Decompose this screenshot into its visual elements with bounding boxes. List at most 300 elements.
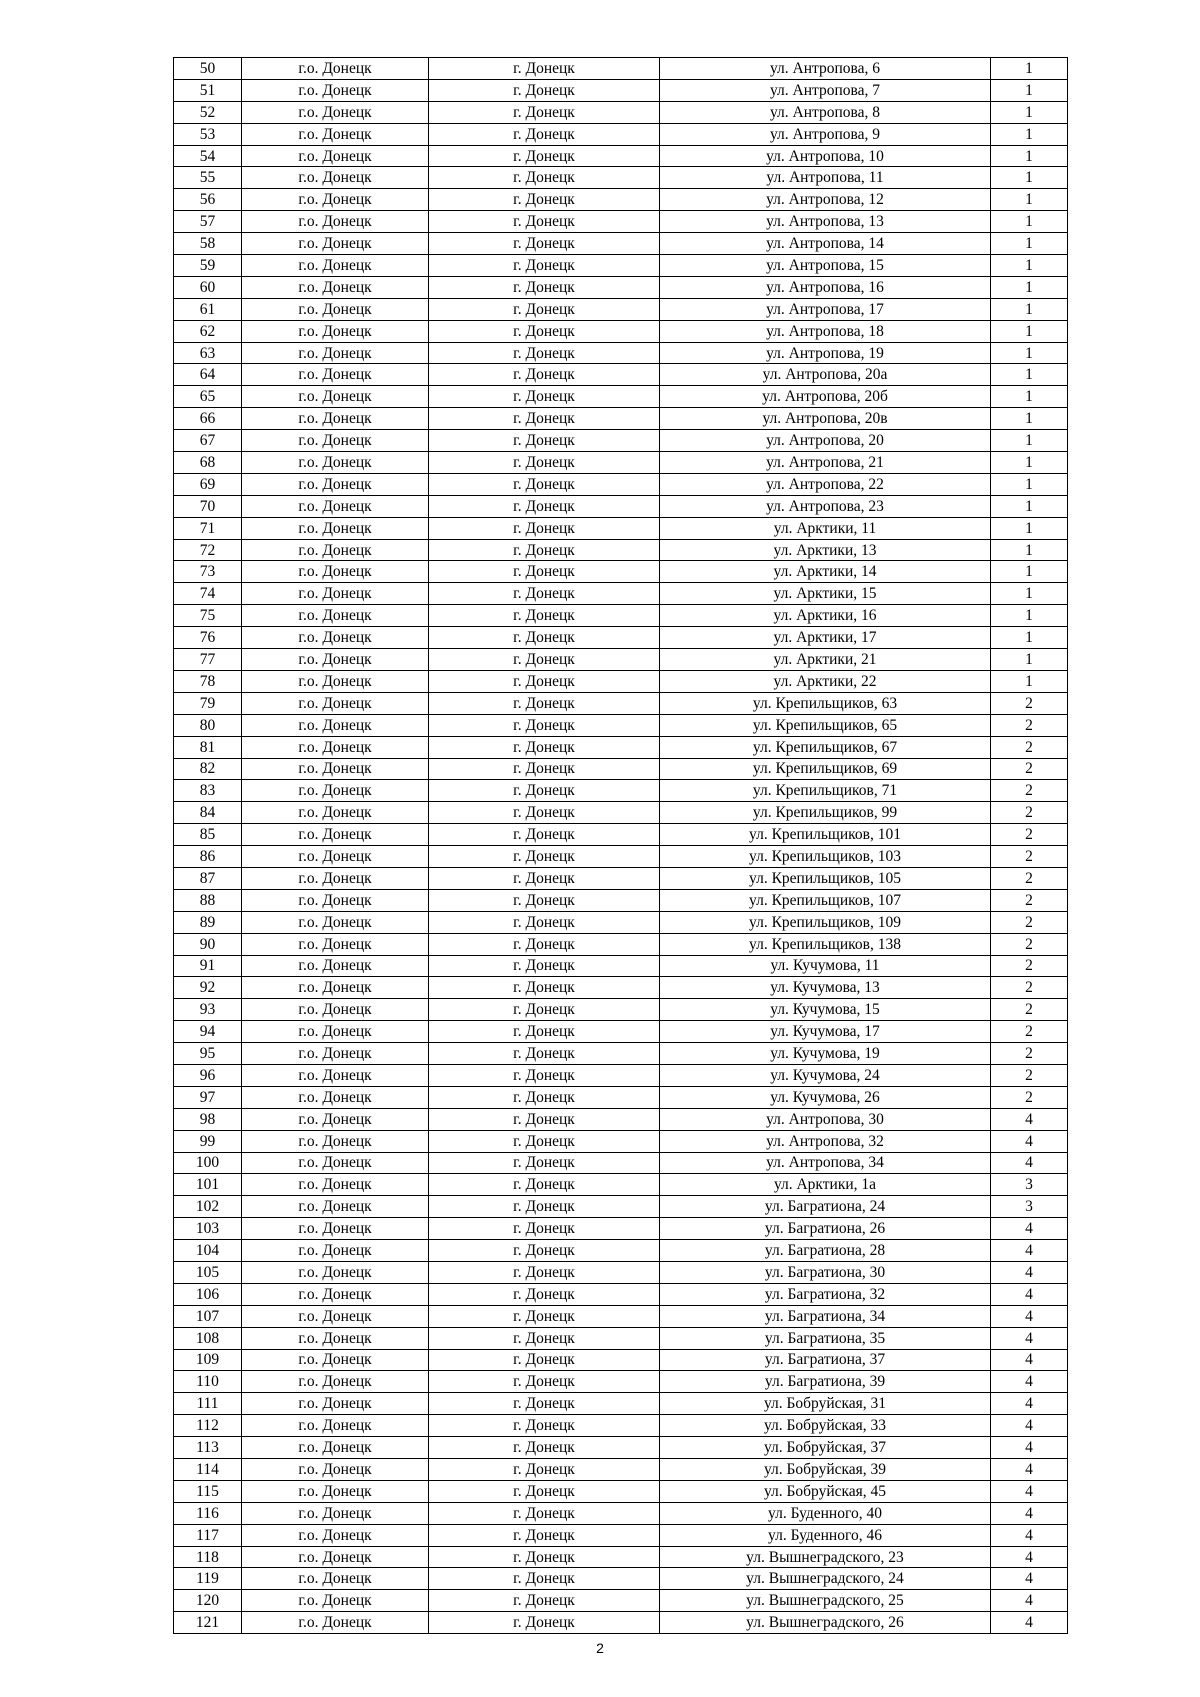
row-number-cell: 104 (174, 1240, 242, 1262)
city-cell: г. Донецк (429, 1568, 660, 1590)
table-row (174, 824, 1068, 846)
value-cell: 1 (991, 123, 1068, 145)
table-row (174, 627, 1068, 649)
city-cell: г. Донецк (429, 123, 660, 145)
row-number-cell: 78 (174, 670, 242, 692)
value-cell: 1 (991, 342, 1068, 364)
table-row (174, 999, 1068, 1021)
address-cell: ул. Кучумова, 15 (660, 999, 991, 1021)
address-cell: ул. Антропова, 18 (660, 320, 991, 342)
district-cell: г.о. Донецк (242, 233, 429, 255)
table-row (174, 58, 1068, 80)
district-cell: г.о. Донецк (242, 408, 429, 430)
table-row (174, 101, 1068, 123)
district-cell: г.о. Донецк (242, 1568, 429, 1590)
row-number-cell: 62 (174, 320, 242, 342)
address-cell: ул. Крепильщиков, 105 (660, 867, 991, 889)
row-number-cell: 97 (174, 1086, 242, 1108)
city-cell: г. Донецк (429, 79, 660, 101)
value-cell: 1 (991, 583, 1068, 605)
table-row (174, 1327, 1068, 1349)
district-cell: г.о. Донецк (242, 1459, 429, 1481)
value-cell: 1 (991, 364, 1068, 386)
district-cell: г.о. Донецк (242, 495, 429, 517)
table-row (174, 605, 1068, 627)
table-row (174, 495, 1068, 517)
address-cell: ул. Крепильщиков, 101 (660, 824, 991, 846)
address-cell: ул. Кучумова, 13 (660, 977, 991, 999)
row-number-cell: 74 (174, 583, 242, 605)
city-cell: г. Донецк (429, 1459, 660, 1481)
row-number-cell: 82 (174, 758, 242, 780)
value-cell: 1 (991, 561, 1068, 583)
district-cell: г.о. Донецк (242, 189, 429, 211)
value-cell: 4 (991, 1393, 1068, 1415)
table-row (174, 1240, 1068, 1262)
table-row (174, 233, 1068, 255)
district-cell: г.о. Донецк (242, 255, 429, 277)
value-cell: 1 (991, 189, 1068, 211)
district-cell: г.о. Донецк (242, 123, 429, 145)
table-row (174, 1108, 1068, 1130)
city-cell: г. Донецк (429, 605, 660, 627)
city-cell: г. Донецк (429, 1283, 660, 1305)
row-number-cell: 113 (174, 1437, 242, 1459)
value-cell: 2 (991, 780, 1068, 802)
district-cell: г.о. Донецк (242, 627, 429, 649)
city-cell: г. Донецк (429, 889, 660, 911)
district-cell: г.о. Донецк (242, 167, 429, 189)
district-cell: г.о. Донецк (242, 320, 429, 342)
address-cell: ул. Бобруйская, 33 (660, 1415, 991, 1437)
row-number-cell: 90 (174, 933, 242, 955)
value-cell: 4 (991, 1546, 1068, 1568)
address-cell: ул. Антропова, 19 (660, 342, 991, 364)
district-cell: г.о. Донецк (242, 473, 429, 495)
row-number-cell: 120 (174, 1590, 242, 1612)
table-row (174, 298, 1068, 320)
district-cell: г.о. Донецк (242, 1349, 429, 1371)
table-row (174, 1459, 1068, 1481)
row-number-cell: 92 (174, 977, 242, 999)
district-cell: г.о. Донецк (242, 780, 429, 802)
district-cell: г.о. Донецк (242, 999, 429, 1021)
value-cell: 4 (991, 1415, 1068, 1437)
district-cell: г.о. Донецк (242, 1305, 429, 1327)
address-cell: ул. Антропова, 14 (660, 233, 991, 255)
value-cell: 4 (991, 1480, 1068, 1502)
table-row (174, 955, 1068, 977)
address-cell: ул. Кучумова, 24 (660, 1064, 991, 1086)
value-cell: 1 (991, 473, 1068, 495)
address-cell: ул. Крепильщиков, 63 (660, 692, 991, 714)
city-cell: г. Донецк (429, 364, 660, 386)
city-cell: г. Донецк (429, 58, 660, 80)
value-cell: 1 (991, 320, 1068, 342)
district-cell: г.о. Донецк (242, 867, 429, 889)
row-number-cell: 115 (174, 1480, 242, 1502)
address-cell: ул. Антропова, 30 (660, 1108, 991, 1130)
row-number-cell: 53 (174, 123, 242, 145)
address-cell: ул. Арктики, 11 (660, 517, 991, 539)
table-row (174, 1568, 1068, 1590)
address-cell: ул. Буденного, 46 (660, 1524, 991, 1546)
value-cell: 4 (991, 1240, 1068, 1262)
city-cell: г. Донецк (429, 1043, 660, 1065)
city-cell: г. Донецк (429, 167, 660, 189)
city-cell: г. Донецк (429, 386, 660, 408)
table-row (174, 977, 1068, 999)
city-cell: г. Донецк (429, 255, 660, 277)
address-cell: ул. Крепильщиков, 107 (660, 889, 991, 911)
table-row (174, 386, 1068, 408)
table-row (174, 561, 1068, 583)
address-cell: ул. Багратиона, 37 (660, 1349, 991, 1371)
value-cell: 1 (991, 167, 1068, 189)
city-cell: г. Донецк (429, 276, 660, 298)
district-cell: г.о. Донецк (242, 1393, 429, 1415)
district-cell: г.о. Донецк (242, 605, 429, 627)
district-cell: г.о. Донецк (242, 342, 429, 364)
city-cell: г. Донецк (429, 1305, 660, 1327)
city-cell: г. Донецк (429, 1152, 660, 1174)
address-cell: ул. Антропова, 34 (660, 1152, 991, 1174)
value-cell: 1 (991, 233, 1068, 255)
city-cell: г. Донецк (429, 1261, 660, 1283)
address-cell: ул. Вышнеградского, 23 (660, 1546, 991, 1568)
value-cell: 4 (991, 1108, 1068, 1130)
city-cell: г. Донецк (429, 1437, 660, 1459)
table-row (174, 911, 1068, 933)
district-cell: г.о. Донецк (242, 364, 429, 386)
address-cell: ул. Крепильщиков, 109 (660, 911, 991, 933)
table-row (174, 320, 1068, 342)
value-cell: 1 (991, 430, 1068, 452)
row-number-cell: 79 (174, 692, 242, 714)
value-cell: 2 (991, 955, 1068, 977)
value-cell: 3 (991, 1174, 1068, 1196)
row-number-cell: 60 (174, 276, 242, 298)
value-cell: 4 (991, 1152, 1068, 1174)
district-cell: г.о. Донецк (242, 1261, 429, 1283)
value-cell: 4 (991, 1568, 1068, 1590)
row-number-cell: 112 (174, 1415, 242, 1437)
address-cell: ул. Крепильщиков, 99 (660, 802, 991, 824)
table-row (174, 1043, 1068, 1065)
city-cell: г. Донецк (429, 933, 660, 955)
address-cell: ул. Вышнеградского, 25 (660, 1590, 991, 1612)
value-cell: 1 (991, 495, 1068, 517)
address-cell: ул. Антропова, 8 (660, 101, 991, 123)
address-cell: ул. Антропова, 16 (660, 276, 991, 298)
address-cell: ул. Крепильщиков, 69 (660, 758, 991, 780)
address-cell: ул. Арктики, 1а (660, 1174, 991, 1196)
table-row (174, 1021, 1068, 1043)
district-cell: г.о. Донецк (242, 714, 429, 736)
row-number-cell: 121 (174, 1612, 242, 1634)
district-cell: г.о. Донецк (242, 1590, 429, 1612)
value-cell: 1 (991, 276, 1068, 298)
row-number-cell: 52 (174, 101, 242, 123)
value-cell: 4 (991, 1130, 1068, 1152)
row-number-cell: 89 (174, 911, 242, 933)
district-cell: г.о. Донецк (242, 58, 429, 80)
district-cell: г.о. Донецк (242, 79, 429, 101)
city-cell: г. Донецк (429, 517, 660, 539)
value-cell: 1 (991, 145, 1068, 167)
address-cell: ул. Антропова, 20а (660, 364, 991, 386)
row-number-cell: 66 (174, 408, 242, 430)
address-cell: ул. Антропова, 12 (660, 189, 991, 211)
district-cell: г.о. Донецк (242, 911, 429, 933)
table-row (174, 1415, 1068, 1437)
city-cell: г. Донецк (429, 1108, 660, 1130)
city-cell: г. Донецк (429, 561, 660, 583)
table-row (174, 758, 1068, 780)
city-cell: г. Донецк (429, 1327, 660, 1349)
district-cell: г.о. Донецк (242, 1130, 429, 1152)
address-cell: ул. Арктики, 22 (660, 670, 991, 692)
address-cell: ул. Арктики, 16 (660, 605, 991, 627)
table-row (174, 1086, 1068, 1108)
city-cell: г. Донецк (429, 583, 660, 605)
city-cell: г. Донецк (429, 955, 660, 977)
row-number-cell: 85 (174, 824, 242, 846)
city-cell: г. Донецк (429, 1480, 660, 1502)
city-cell: г. Донецк (429, 1524, 660, 1546)
table-row (174, 1480, 1068, 1502)
address-cell: ул. Антропова, 17 (660, 298, 991, 320)
district-cell: г.о. Донецк (242, 298, 429, 320)
city-cell: г. Донецк (429, 539, 660, 561)
address-cell: ул. Бобруйская, 45 (660, 1480, 991, 1502)
table-row (174, 1064, 1068, 1086)
address-cell: ул. Багратиона, 39 (660, 1371, 991, 1393)
value-cell: 1 (991, 408, 1068, 430)
row-number-cell: 119 (174, 1568, 242, 1590)
row-number-cell: 81 (174, 736, 242, 758)
district-cell: г.о. Донецк (242, 824, 429, 846)
value-cell: 1 (991, 101, 1068, 123)
value-cell: 1 (991, 298, 1068, 320)
city-cell: г. Донецк (429, 320, 660, 342)
value-cell: 4 (991, 1590, 1068, 1612)
row-number-cell: 100 (174, 1152, 242, 1174)
row-number-cell: 72 (174, 539, 242, 561)
row-number-cell: 67 (174, 430, 242, 452)
district-cell: г.о. Донецк (242, 977, 429, 999)
city-cell: г. Донецк (429, 495, 660, 517)
row-number-cell: 71 (174, 517, 242, 539)
district-cell: г.о. Донецк (242, 211, 429, 233)
value-cell: 2 (991, 714, 1068, 736)
city-cell: г. Донецк (429, 408, 660, 430)
value-cell: 1 (991, 79, 1068, 101)
row-number-cell: 56 (174, 189, 242, 211)
district-cell: г.о. Донецк (242, 933, 429, 955)
value-cell: 2 (991, 846, 1068, 868)
row-number-cell: 111 (174, 1393, 242, 1415)
district-cell: г.о. Донецк (242, 1371, 429, 1393)
table-row (174, 1349, 1068, 1371)
district-cell: г.о. Донецк (242, 649, 429, 671)
address-cell: ул. Антропова, 7 (660, 79, 991, 101)
value-cell: 4 (991, 1349, 1068, 1371)
table-row (174, 1174, 1068, 1196)
district-cell: г.о. Донецк (242, 1502, 429, 1524)
district-cell: г.о. Донецк (242, 1240, 429, 1262)
value-cell: 4 (991, 1502, 1068, 1524)
district-cell: г.о. Донецк (242, 1174, 429, 1196)
address-cell: ул. Антропова, 20 (660, 430, 991, 452)
district-cell: г.о. Донецк (242, 561, 429, 583)
value-cell: 1 (991, 539, 1068, 561)
table-row (174, 255, 1068, 277)
row-number-cell: 107 (174, 1305, 242, 1327)
table-row (174, 1524, 1068, 1546)
district-cell: г.о. Донецк (242, 452, 429, 474)
value-cell: 4 (991, 1437, 1068, 1459)
table-row (174, 736, 1068, 758)
table-row (174, 1612, 1068, 1634)
district-cell: г.о. Донецк (242, 670, 429, 692)
district-cell: г.о. Донецк (242, 1612, 429, 1634)
city-cell: г. Донецк (429, 1502, 660, 1524)
table-row (174, 1261, 1068, 1283)
district-cell: г.о. Донецк (242, 1283, 429, 1305)
row-number-cell: 88 (174, 889, 242, 911)
value-cell: 4 (991, 1524, 1068, 1546)
table-row (174, 1393, 1068, 1415)
row-number-cell: 117 (174, 1524, 242, 1546)
row-number-cell: 114 (174, 1459, 242, 1481)
address-cell: ул. Арктики, 21 (660, 649, 991, 671)
district-cell: г.о. Донецк (242, 1021, 429, 1043)
value-cell: 2 (991, 1064, 1068, 1086)
table-row (174, 889, 1068, 911)
city-cell: г. Донецк (429, 911, 660, 933)
city-cell: г. Донецк (429, 999, 660, 1021)
address-cell: ул. Антропова, 6 (660, 58, 991, 80)
table-row (174, 1437, 1068, 1459)
table-row (174, 1371, 1068, 1393)
city-cell: г. Донецк (429, 736, 660, 758)
table-row (174, 1590, 1068, 1612)
table-row (174, 867, 1068, 889)
city-cell: г. Донецк (429, 298, 660, 320)
table-row (174, 1546, 1068, 1568)
address-cell: ул. Буденного, 40 (660, 1502, 991, 1524)
value-cell: 1 (991, 58, 1068, 80)
city-cell: г. Донецк (429, 977, 660, 999)
row-number-cell: 61 (174, 298, 242, 320)
value-cell: 4 (991, 1261, 1068, 1283)
city-cell: г. Донецк (429, 1349, 660, 1371)
table-row (174, 1152, 1068, 1174)
address-cell: ул. Крепильщиков, 138 (660, 933, 991, 955)
value-cell: 1 (991, 211, 1068, 233)
city-cell: г. Донецк (429, 1064, 660, 1086)
district-cell: г.о. Донецк (242, 1152, 429, 1174)
page-number: 2 (596, 1640, 604, 1656)
row-number-cell: 96 (174, 1064, 242, 1086)
city-cell: г. Донецк (429, 1590, 660, 1612)
address-cell: ул. Антропова, 23 (660, 495, 991, 517)
value-cell: 3 (991, 1196, 1068, 1218)
value-cell: 1 (991, 452, 1068, 474)
table-row (174, 79, 1068, 101)
address-cell: ул. Бобруйская, 31 (660, 1393, 991, 1415)
row-number-cell: 50 (174, 58, 242, 80)
value-cell: 4 (991, 1305, 1068, 1327)
address-cell: ул. Кучумова, 19 (660, 1043, 991, 1065)
district-cell: г.о. Донецк (242, 1327, 429, 1349)
value-cell: 2 (991, 977, 1068, 999)
address-cell: ул. Антропова, 20в (660, 408, 991, 430)
city-cell: г. Донецк (429, 824, 660, 846)
city-cell: г. Донецк (429, 846, 660, 868)
row-number-cell: 65 (174, 386, 242, 408)
table-row (174, 473, 1068, 495)
address-cell: ул. Багратиона, 35 (660, 1327, 991, 1349)
district-cell: г.о. Донецк (242, 517, 429, 539)
value-cell: 4 (991, 1327, 1068, 1349)
city-cell: г. Донецк (429, 1612, 660, 1634)
district-cell: г.о. Донецк (242, 846, 429, 868)
row-number-cell: 80 (174, 714, 242, 736)
city-cell: г. Донецк (429, 145, 660, 167)
district-cell: г.о. Донецк (242, 1043, 429, 1065)
district-cell: г.о. Донецк (242, 1064, 429, 1086)
table-row (174, 408, 1068, 430)
table-row (174, 1196, 1068, 1218)
address-cell: ул. Кучумова, 26 (660, 1086, 991, 1108)
table-row (174, 276, 1068, 298)
district-cell: г.о. Донецк (242, 1524, 429, 1546)
city-cell: г. Донецк (429, 780, 660, 802)
city-cell: г. Донецк (429, 101, 660, 123)
table-row (174, 1283, 1068, 1305)
district-cell: г.о. Донецк (242, 430, 429, 452)
value-cell: 4 (991, 1371, 1068, 1393)
address-cell: ул. Багратиона, 34 (660, 1305, 991, 1327)
table-row (174, 211, 1068, 233)
value-cell: 2 (991, 1043, 1068, 1065)
address-cell: ул. Крепильщиков, 65 (660, 714, 991, 736)
table-row (174, 802, 1068, 824)
address-cell: ул. Багратиона, 24 (660, 1196, 991, 1218)
value-cell: 4 (991, 1218, 1068, 1240)
row-number-cell: 83 (174, 780, 242, 802)
address-cell: ул. Кучумова, 17 (660, 1021, 991, 1043)
district-cell: г.о. Донецк (242, 1415, 429, 1437)
city-cell: г. Донецк (429, 802, 660, 824)
city-cell: г. Донецк (429, 758, 660, 780)
row-number-cell: 77 (174, 649, 242, 671)
district-cell: г.о. Донецк (242, 145, 429, 167)
value-cell: 2 (991, 1021, 1068, 1043)
table-row (174, 1305, 1068, 1327)
district-cell: г.о. Донецк (242, 1196, 429, 1218)
district-cell: г.о. Донецк (242, 276, 429, 298)
district-cell: г.о. Донецк (242, 1437, 429, 1459)
district-cell: г.о. Донецк (242, 1108, 429, 1130)
row-number-cell: 75 (174, 605, 242, 627)
value-cell: 4 (991, 1459, 1068, 1481)
row-number-cell: 69 (174, 473, 242, 495)
table-row (174, 364, 1068, 386)
address-cell: ул. Антропова, 20б (660, 386, 991, 408)
